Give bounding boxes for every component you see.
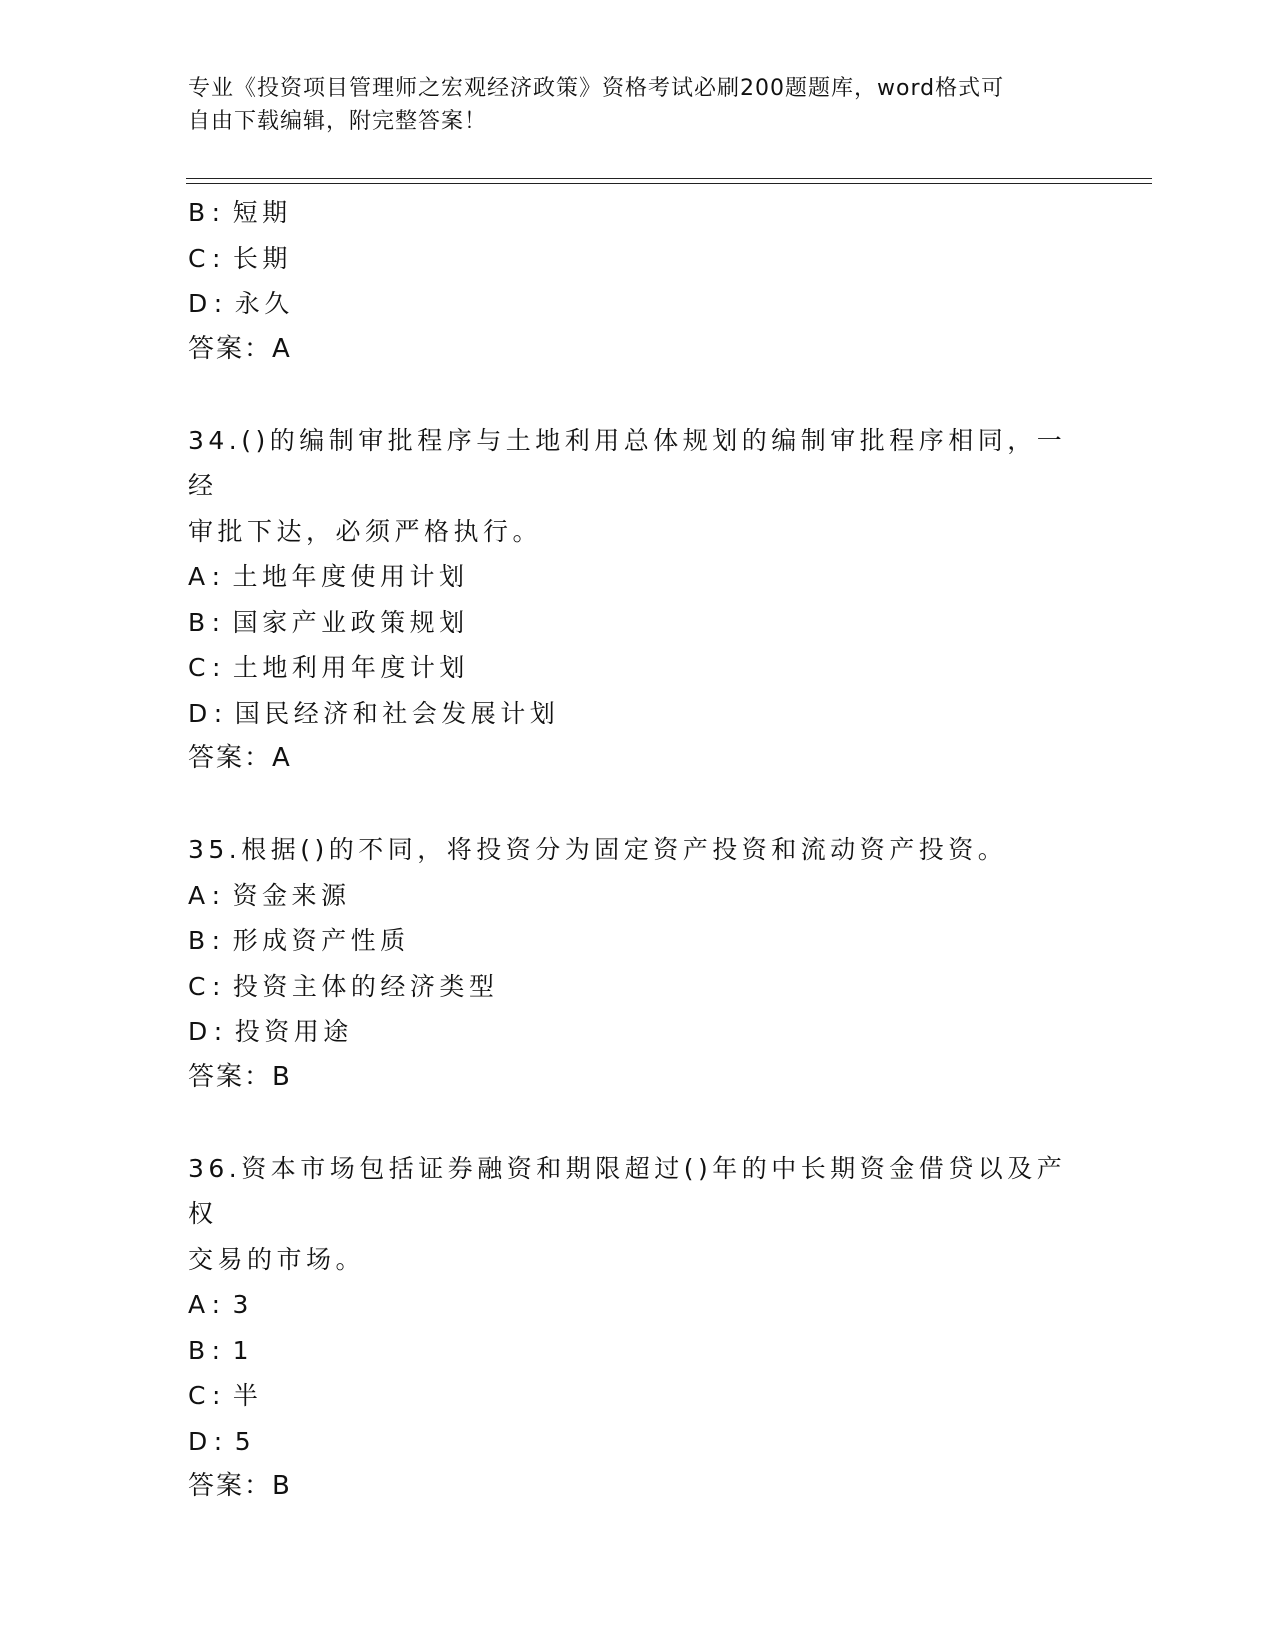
question-36	[188, 1146, 1088, 1510]
header-divider-bottom	[186, 183, 1152, 184]
question-35	[188, 827, 1088, 1100]
answer-line: 答案：A	[188, 333, 292, 364]
option-d: D: 国民经济和社会发展计划	[188, 698, 560, 728]
question-stem	[188, 827, 1088, 873]
option-d: D: 5	[188, 1426, 256, 1456]
option-d: D: 投资用途	[188, 1017, 353, 1046]
question-stem-line-1: 34.()的编制审批程序与土地利用总体规划的编制审批程序相同，一经	[188, 425, 1067, 500]
option-c: C: 土地利用年度计划	[188, 653, 469, 682]
question-list	[188, 190, 1088, 1510]
answer-line: 答案：B	[188, 1471, 292, 1501]
option-b: B: 国家产业政策规划	[188, 607, 469, 637]
option-b: B: 短期	[188, 198, 292, 227]
option-b: B: 形成资产性质	[188, 926, 410, 955]
question-stem-line-2: 审批下达，必须严格执行。	[188, 516, 543, 546]
option-a: A: 资金来源	[188, 880, 351, 910]
option-c: C: 投资主体的经济类型	[188, 971, 499, 1001]
answer-line: 答案：B	[188, 1061, 292, 1092]
header-line-2: 自由下载编辑，附完整答案！	[188, 109, 488, 134]
option-b: B: 1	[188, 1335, 253, 1365]
option-a: A: 土地年度使用计划	[188, 562, 469, 591]
question-stem-line-2: 交易的市场。	[188, 1244, 366, 1274]
option-a: A: 3	[188, 1290, 253, 1319]
answer-line: 答案：A	[188, 743, 292, 773]
question-stem	[188, 418, 1088, 555]
question-stem-line-1: 36.资本市场包括证券融资和期限超过()年的中长期资金借贷以及产权	[188, 1153, 1067, 1228]
option-d: D: 永久	[188, 289, 294, 318]
option-c: C: 长期	[188, 243, 292, 273]
header-line-1: 专业《投资项目管理师之宏观经济政策》资格考试必刷200题题库，word格式可	[188, 76, 1005, 101]
question-34	[188, 418, 1088, 782]
question-continued	[188, 190, 1088, 372]
option-c: C: 半	[188, 1381, 263, 1410]
header-divider-top	[186, 178, 1152, 179]
question-stem-line-1: 35.根据()的不同，将投资分为固定资产投资和流动资产投资。	[188, 835, 1008, 864]
document-header	[188, 72, 1078, 138]
question-stem	[188, 1146, 1088, 1283]
